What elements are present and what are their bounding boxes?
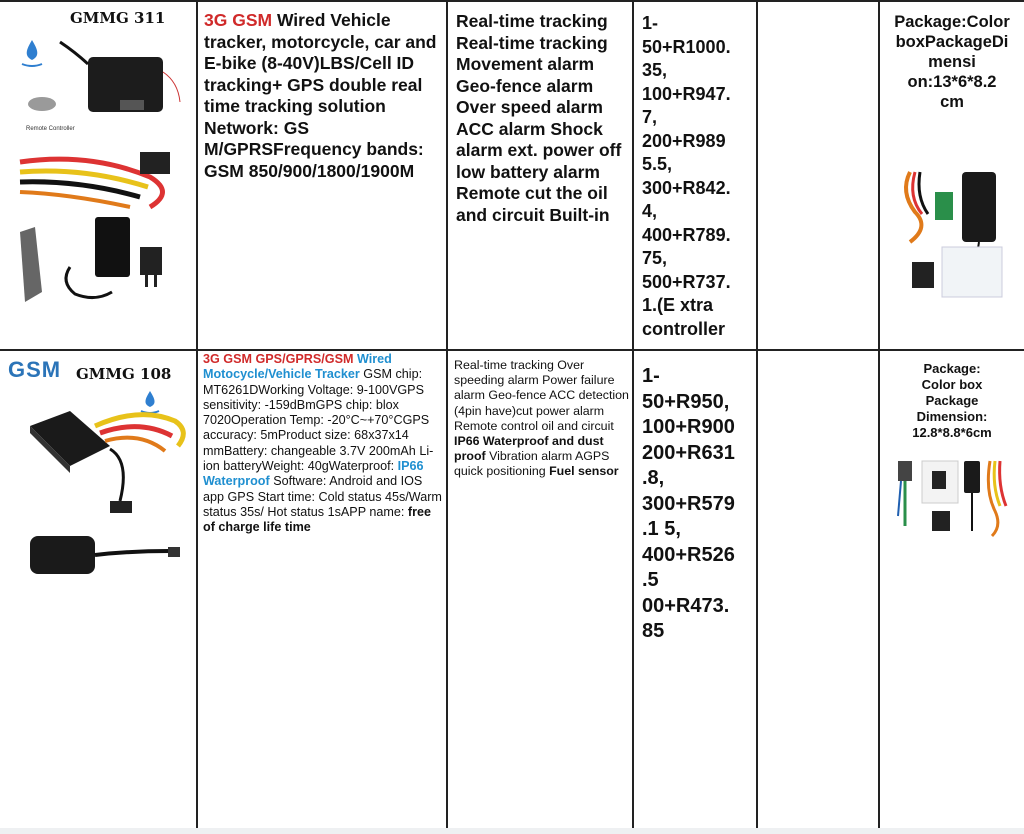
- features-bold-1: IP66 Waterproof and dust proof: [454, 434, 604, 464]
- price-line: 1-: [642, 13, 659, 33]
- price-line: 100+R947.: [642, 83, 731, 104]
- description-text-2: Software: Android and IOS app GPS Start time: Cold status 45s/Warm status 35s/ Hot status 1sAPP name:: [203, 474, 442, 519]
- price-line: 200+R631: [642, 441, 735, 464]
- empty-cell: [758, 2, 878, 349]
- price-line: 00+R473.: [642, 594, 730, 617]
- price-line: 5.5,: [642, 154, 673, 174]
- package-line: Dimension:: [916, 409, 988, 424]
- bottom-band: [0, 828, 1024, 834]
- price-line: 400+R526: [642, 543, 735, 566]
- package-line: 12.8*8.8*6cm: [912, 425, 992, 440]
- price-line: .5: [642, 569, 659, 591]
- description-text: GSM chip: MT6261DWorking Voltage: 9-100VGPS sensitivity: -159dBmGPS chip: blox 7020Operation Temp: -20°C~+70°CGPS accuracy: 5mProduct size: 68x37x14 mmBattery: changeable 3.7V 200mAh Li-ion batteryWeight: 40gWaterproof:: [203, 367, 434, 474]
- product-features: Real-time tracking Real-time tracking Movement alarm Geo-fence alarm Over speed alarm ACC alarm Shock alarm ext. power off low battery alarm Remote cut the oil and circuit Built-in: [456, 11, 622, 225]
- price-line: controller: [642, 318, 726, 339]
- column-divider: [196, 0, 198, 830]
- price-line: 100+R900: [642, 416, 735, 438]
- product-image-cell: [0, 351, 196, 828]
- column-divider: [446, 0, 448, 830]
- waterproof-highlight: IP66 Waterproof: [203, 459, 424, 489]
- price-list: [642, 12, 754, 342]
- package-line: mensi: [928, 53, 976, 71]
- product-image-cell: [0, 2, 196, 349]
- package-line: Package:: [923, 361, 981, 376]
- svg-text:Remote Controller: Remote Controller: [26, 126, 75, 132]
- price-line: 35,: [642, 60, 668, 80]
- package-line: Package:Color: [894, 13, 1010, 31]
- price-line: 300+R842.: [642, 177, 731, 198]
- column-divider: [632, 0, 634, 830]
- price-line: 4,: [642, 201, 658, 221]
- gps-tracker-kit-image: [0, 2, 196, 349]
- features-text-2: Vibration alarm AGPS quick positioning: [454, 449, 610, 479]
- package-info: [882, 361, 1022, 441]
- package-cell: [880, 2, 1024, 349]
- package-line: Package: [925, 393, 979, 408]
- gps-tracker-image: [0, 351, 196, 828]
- package-line: cm: [940, 93, 964, 111]
- package-line: Color box: [921, 377, 983, 392]
- package-info: [882, 12, 1022, 112]
- description-highlight: 3G GSM: [204, 10, 273, 30]
- gsm-logo: GSM: [8, 357, 62, 382]
- empty-cell: [758, 351, 878, 828]
- price-line: 50+R950,: [642, 390, 730, 413]
- model-name: GMMG 311: [70, 9, 166, 27]
- features-bold-2: Fuel sensor: [549, 464, 619, 479]
- price-line: .8,: [642, 467, 665, 489]
- price-line: 85: [642, 620, 665, 642]
- price-line: 50+R1000.: [642, 36, 731, 57]
- package-cell: [880, 351, 1024, 828]
- price-line: 200+R989: [642, 130, 726, 151]
- price-line: 300+R579: [642, 492, 735, 515]
- product-description: [203, 352, 443, 828]
- price-line: 1.(E xtra: [642, 295, 714, 315]
- price-line: 7,: [642, 107, 658, 127]
- description-bold-end: free of charge life time: [203, 504, 431, 535]
- description-highlight-blue: Wired Motocycle/Vehicle Tracker: [203, 352, 392, 382]
- price-line: 1-: [642, 365, 660, 387]
- price-line: .1 5,: [642, 518, 681, 540]
- package-line: boxPackageDi: [895, 33, 1009, 51]
- package-contents-image: [880, 152, 1024, 302]
- description-highlight-red: 3G GSM GPS/GPRS/GSM: [203, 352, 354, 366]
- product-features: [454, 358, 630, 828]
- description-text: Wired Vehicle tracker, motorcycle, car and E-bike (8-40V)LBS/Cell ID tracking+ GPS double real time tracking solution Network: GS M/GPRSFrequency bands: GSM 850/900/1800/1900M: [204, 10, 437, 181]
- price-line: 400+R789.: [642, 224, 731, 245]
- price-line: 500+R737.: [642, 271, 731, 292]
- product-description: [204, 10, 442, 349]
- features-text: Real-time tracking Over speeding alarm Power failure alarm Geo-fence ACC detection (4pin have)cut power alarm Remote control oil and circuit: [454, 358, 629, 433]
- price-list: [642, 364, 754, 828]
- package-contents-image: [880, 456, 1024, 546]
- model-name: GMMG 108: [76, 365, 172, 383]
- price-line: 75,: [642, 248, 668, 268]
- package-line: on:13*6*8.2: [907, 73, 997, 91]
